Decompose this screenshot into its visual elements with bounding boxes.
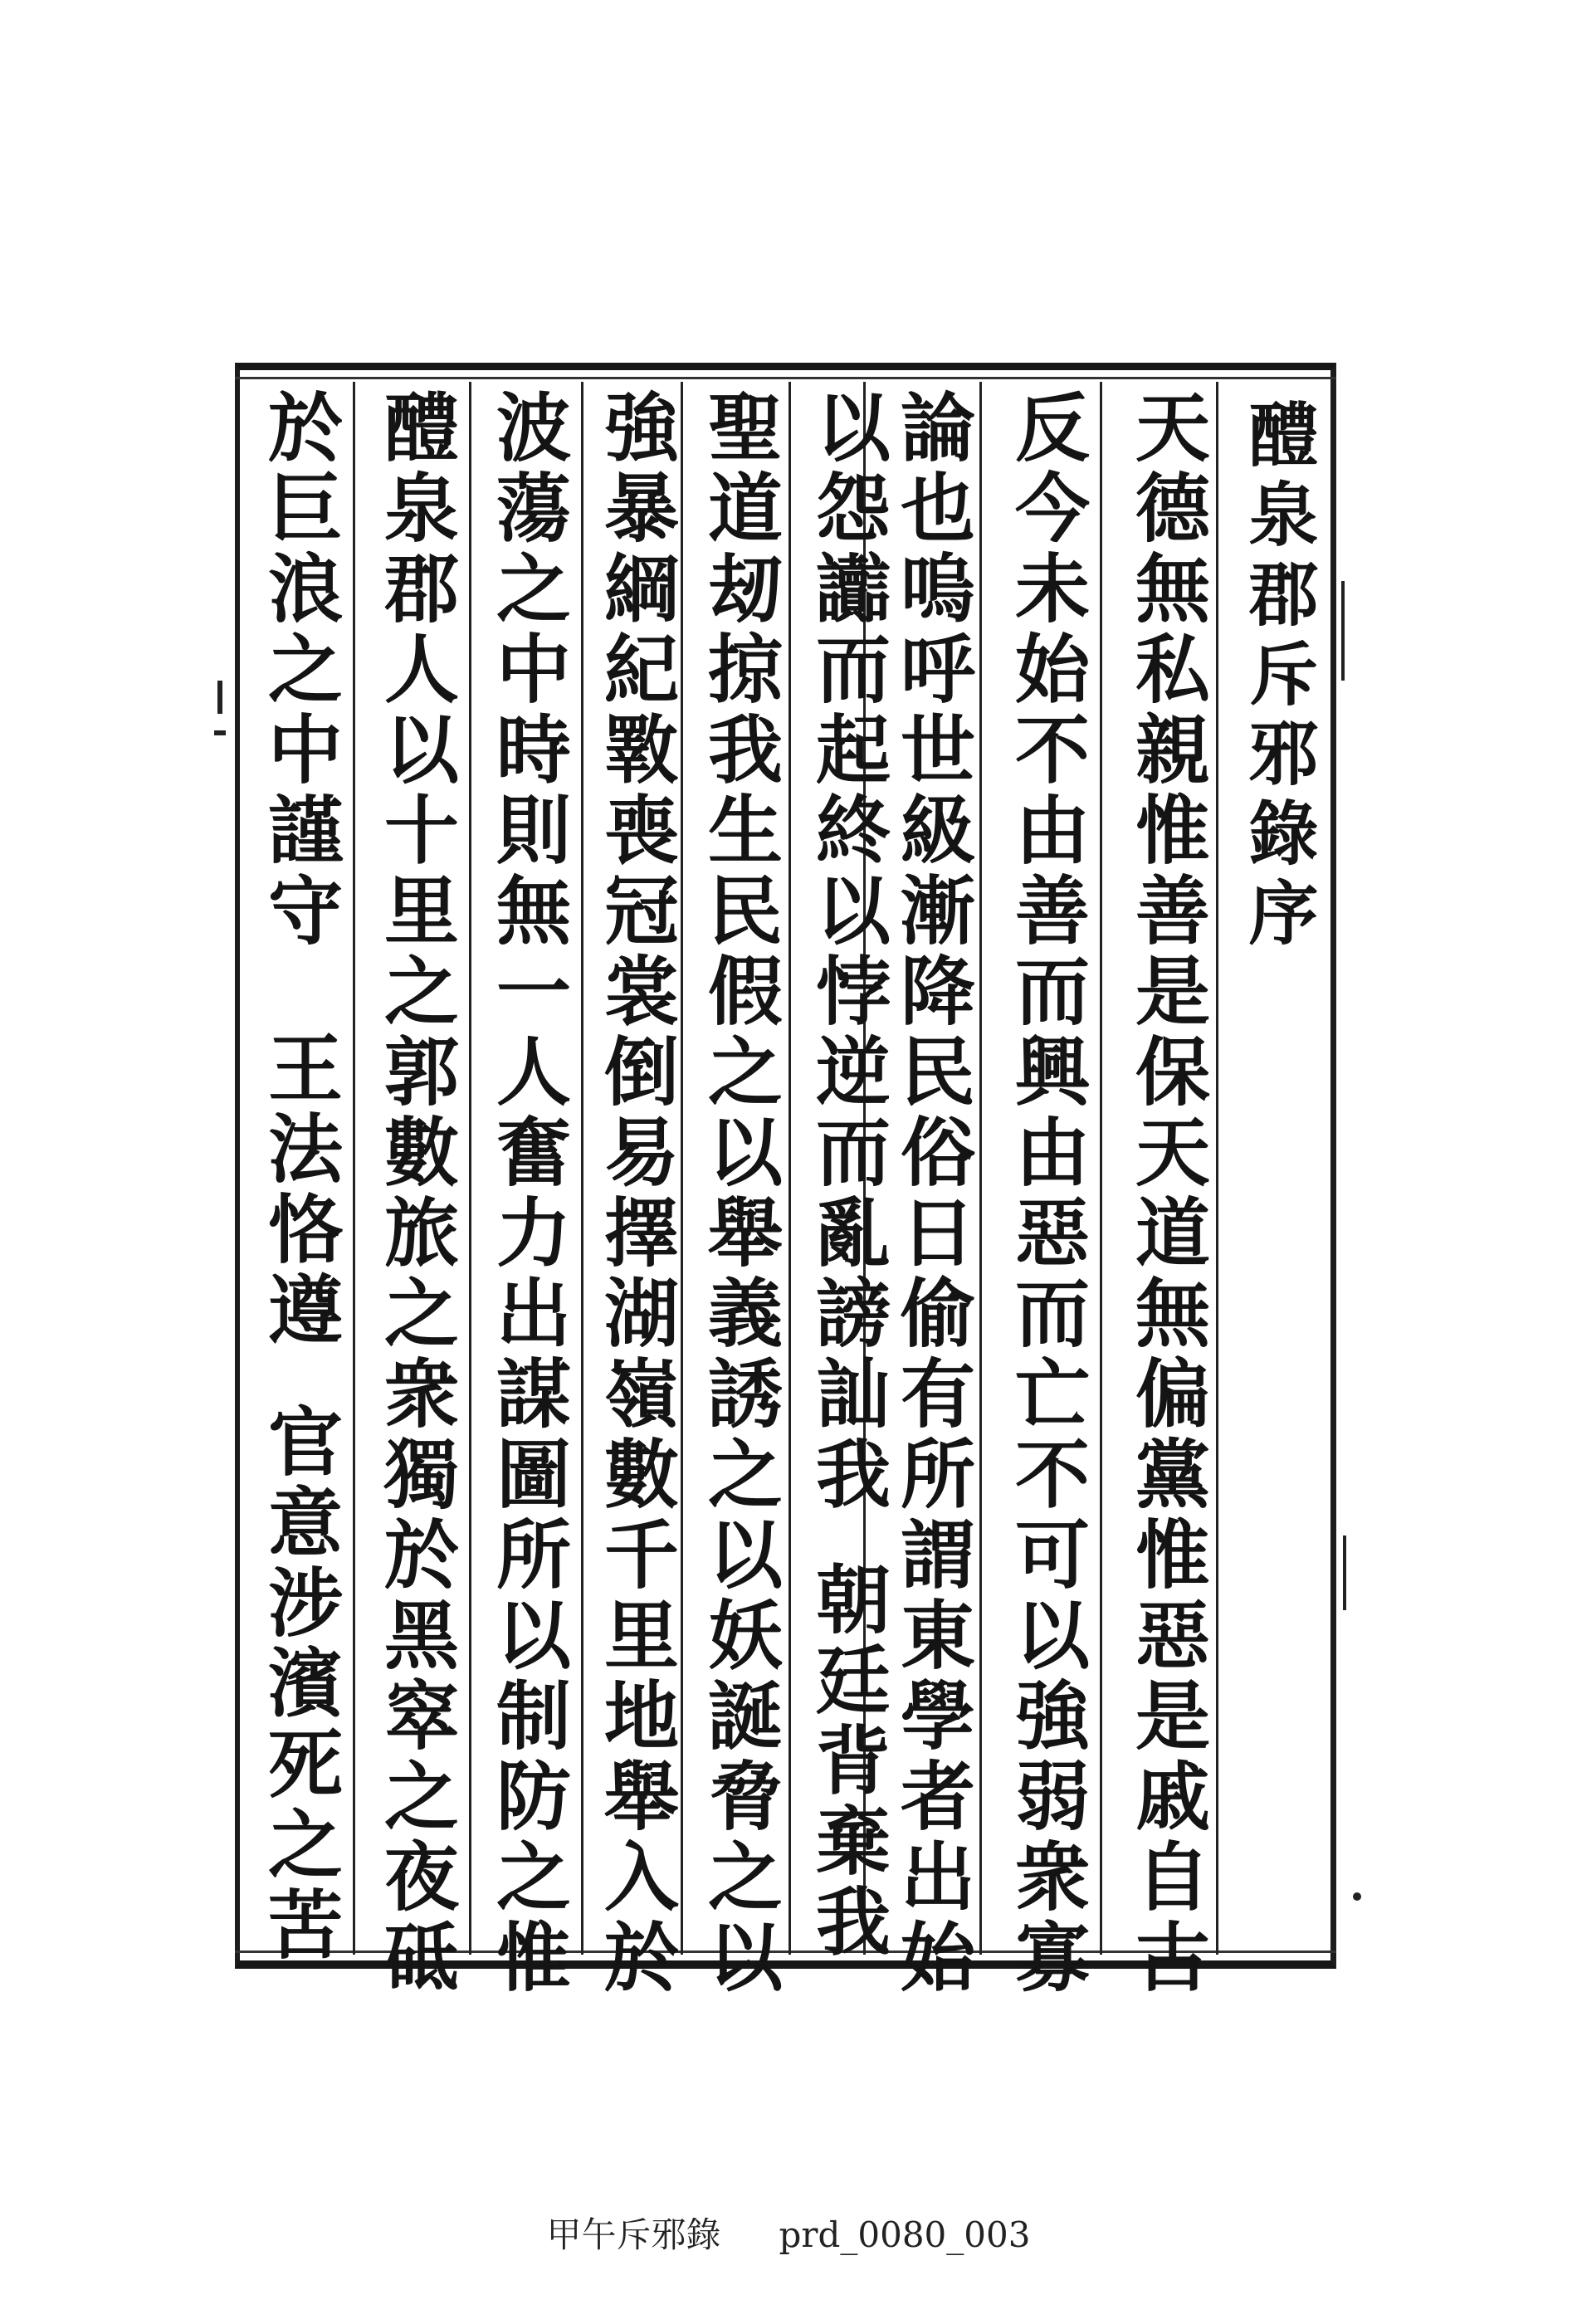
text-column-3: 論也嗚呼世級漸降民俗日偷有所謂東學者出始 [887,388,975,1999]
text-column-2: 反今未始不由善而興由惡而亡不可以強弱衆寡 [1002,388,1090,1999]
text-column-5: 聖道刼掠我生民假之以舉義誘之以妖誕脅之以 [695,388,783,1999]
text-column-6: 強暴綱紀斁喪冠裳倒易擇湖嶺數千里地舉入於 [591,388,679,1999]
column-rule [469,382,471,1955]
footer-caption [0,2208,1577,2258]
preface-title: 醴泉郡斥邪錄序 [1238,398,1320,956]
text-column-8: 醴泉郡人以十里之郭數旅之衆獨於黑窣之夜砥 [371,388,459,1999]
column-rule [1216,382,1218,1955]
text-column-1: 天德無私親惟善是保天道無偏黨惟惡是戚自古 [1122,388,1210,1999]
column-rule [581,382,583,1955]
print-mark [1353,1892,1361,1901]
text-column-9: 於巨浪之中謹守 [255,388,343,952]
page-id: prd_0080_003 [779,2214,1031,2255]
frame-inner-top-line [235,377,1336,379]
book-title: 甲午斥邪錄 [546,2214,721,2255]
column-rule [353,382,355,1955]
print-mark [1343,1536,1346,1610]
text-column-9-honorific-official: 官意涉濱死之苦 [255,1403,343,1966]
print-mark [217,681,222,714]
text-column-4: 以怨讟而起終以悖逆而亂謗訕我 [803,388,891,1516]
column-rule [1100,382,1102,1955]
text-column-7: 波蕩之中時則無一人奮力出謀圖所以制防之惟 [483,388,571,1999]
print-mark [1341,581,1345,681]
print-mark [214,730,226,735]
text-column-9-honorific-king: 王法恪遵 [255,1029,343,1351]
column-rule [788,382,791,1955]
text-column-4-honorific: 朝廷背棄我 [803,1560,891,1963]
